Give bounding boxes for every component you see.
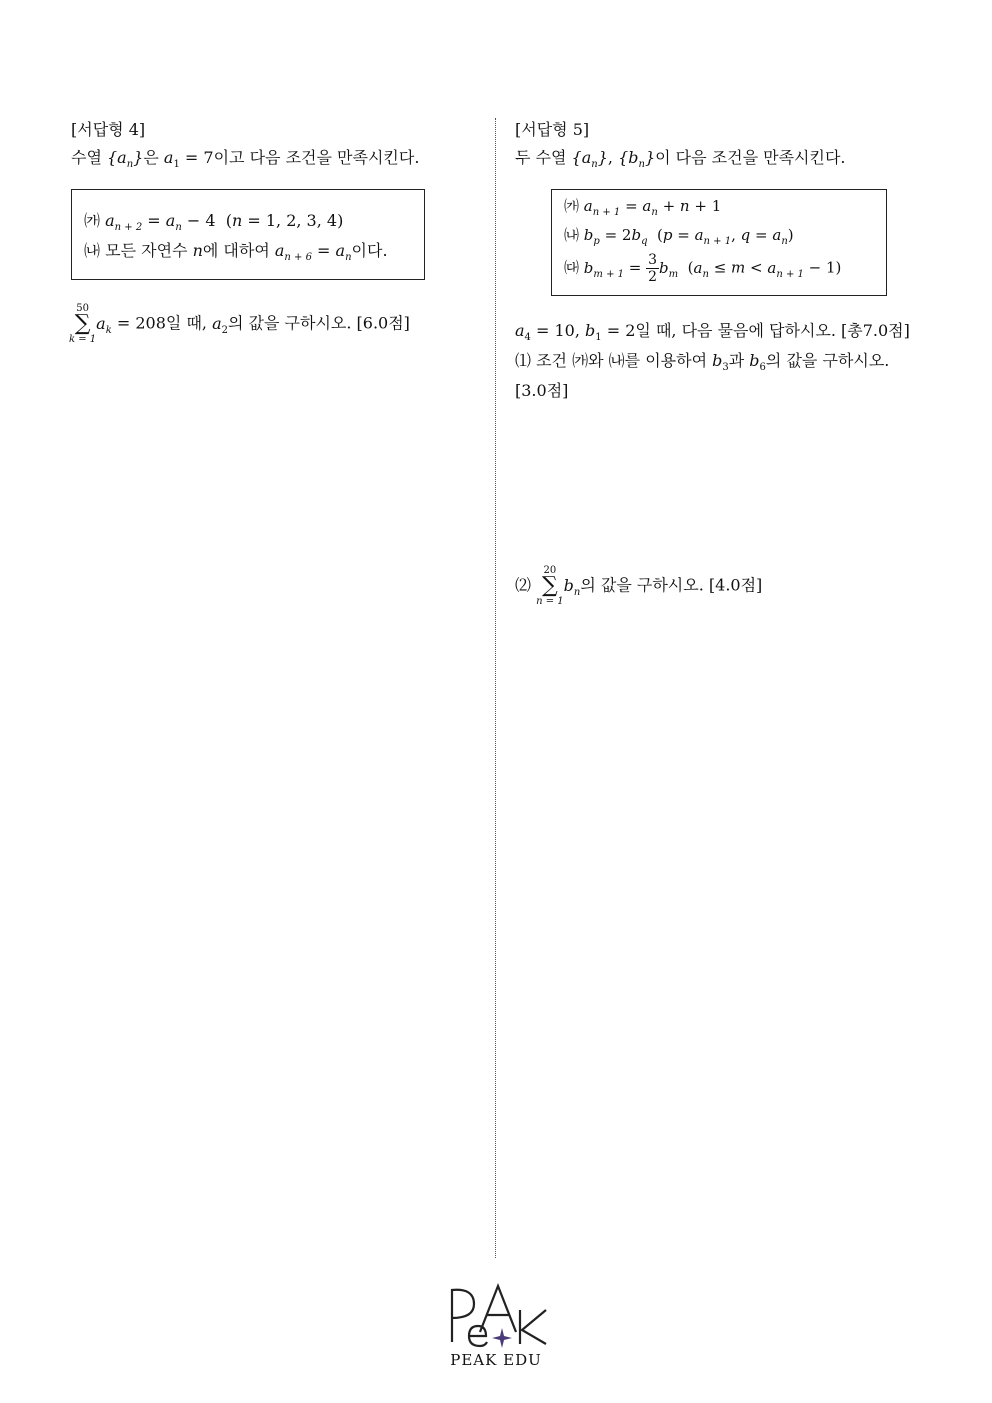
problem-4-condition-box bbox=[71, 189, 425, 280]
sigma-sum: 50 ∑ k = 1 bbox=[69, 303, 97, 345]
problem-5-tag: [서답형 5] bbox=[515, 120, 590, 139]
logo-text: PEAK EDU bbox=[450, 1351, 542, 1369]
problem-4-question: 50 ∑ k = 1 $a_k = 208$일 때, $a_2$의 값을 구하시오. [6.0점] bbox=[69, 303, 410, 345]
problem-4-intro: 수열 $\{a_n\}$은 $a_1 = 7$이고 다음 조건을 만족시킨다. bbox=[71, 148, 420, 170]
problem-5-intro: 두 수열 $\{a_n\}$, $\{b_n\}$이 다음 조건을 만족시킨다. bbox=[515, 148, 846, 170]
column-divider bbox=[495, 118, 496, 1258]
problem-5-q1: ⑴ 조건 ㈎와 ㈏를 이용하여 $b_3$과 $b_6$의 값을 구하시오. bbox=[515, 351, 890, 373]
problem-5-q1-score: [3.0점] bbox=[515, 381, 569, 400]
condition-na: ㈏ $b_p = 2b_q$ ($p = a_{n + 1}$, $q = a_n$) bbox=[564, 226, 794, 247]
condition-da: ㈐ $b_{m + 1}$ = $\frac{3}{2}$ $b_m$ $(a_n \le m < a_{n + 1} - 1)$ bbox=[564, 252, 842, 285]
problem-5-q2: ⑵ 20 ∑ n = 1 $b_n$의 값을 구하시오. [4.0점] bbox=[515, 565, 763, 607]
condition-ga: ㈎ $a_{n + 2} = a_n - 4$ (n = 1, 2, 3, 4) bbox=[84, 211, 344, 233]
condition-na: ㈏ 모든 자연수 n에 대하여 $a_{n + 6} = a_n$이다. bbox=[84, 241, 388, 263]
problem-5-condition-box bbox=[551, 189, 887, 296]
condition-ga: ㈎ $a_{n + 1} = a_n + n + 1$ bbox=[564, 197, 722, 218]
problem-4-tag: [서답형 4] bbox=[71, 120, 146, 139]
problem-5-given: $a_4 = 10$, $b_1 = 2$일 때, 다음 물음에 답하시오. [총7.0점] bbox=[515, 321, 910, 343]
sigma-sum: 20 ∑ n = 1 bbox=[536, 565, 564, 607]
